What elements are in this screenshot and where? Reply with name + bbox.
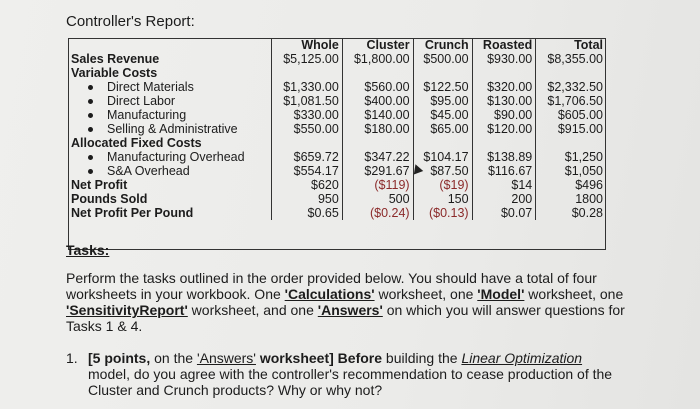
table-row	[68, 192, 606, 206]
table-cell	[342, 66, 413, 80]
table-cell: $104.17	[413, 150, 472, 164]
row-label: Sales Revenue	[71, 52, 160, 66]
row-label: Allocated Fixed Costs	[71, 136, 202, 150]
table-cell: $122.50	[413, 80, 472, 94]
question-number: 1.	[66, 350, 78, 366]
row-label	[68, 108, 272, 122]
table-cell: ($0.13)	[413, 206, 472, 220]
sensitivity-ref: 'SensitivityReport'	[66, 302, 188, 318]
table-cell: $45.00	[413, 108, 472, 122]
table-cell: $496	[536, 178, 606, 192]
table-row	[68, 136, 606, 150]
column-header: Total	[536, 38, 606, 52]
instructions-paragraph	[66, 270, 626, 334]
table-cell	[472, 136, 536, 150]
table-cell: $560.00	[342, 80, 413, 94]
table-cell	[536, 66, 606, 80]
table-cell: $930.00	[472, 52, 536, 66]
table-cell: $915.00	[536, 122, 606, 136]
table-cell	[472, 66, 536, 80]
table-cell: $95.00	[413, 94, 472, 108]
table-cell	[272, 136, 343, 150]
table-row	[68, 150, 606, 164]
table-cell: $500.00	[413, 52, 472, 66]
table-cell	[413, 66, 472, 80]
table-cell: 1800	[536, 192, 606, 206]
table-cell: 950	[272, 192, 343, 206]
table-cell: $0.07	[472, 206, 536, 220]
row-label-text: Manufacturing	[107, 108, 187, 122]
table-row	[68, 178, 606, 192]
column-header: Crunch	[413, 38, 472, 52]
row-label	[68, 164, 272, 178]
row-label-text: Manufacturing Overhead	[107, 150, 245, 164]
table-cell: $550.00	[272, 122, 343, 136]
column-header: Cluster	[342, 38, 413, 52]
model-ref: 'Model'	[477, 286, 525, 302]
table-cell: $605.00	[536, 108, 606, 122]
q1-on: on the	[150, 350, 197, 366]
para-text-1: Perform the tasks outlined in the order provided below. You should have a total of four worksheets in your workbook. One	[66, 270, 597, 302]
header-blank	[68, 38, 272, 52]
table-cell: $291.67	[342, 164, 413, 178]
table-cell: 200	[472, 192, 536, 206]
row-label: Pounds Sold	[71, 192, 148, 206]
table-cell: $1,800.00	[342, 52, 413, 66]
table-cell: $8,355.00	[536, 52, 606, 66]
table-cell: $620	[272, 178, 343, 192]
linear-optimization-ref: Linear Optimization	[461, 350, 583, 366]
page-title: Controller's Report:	[66, 13, 195, 30]
table-row	[68, 122, 606, 136]
table-cell: $0.28	[536, 206, 606, 220]
table-cell	[272, 66, 343, 80]
table-cell: $1,330.00	[272, 80, 343, 94]
table-cell	[536, 136, 606, 150]
question-points: [5 points,	[88, 350, 151, 366]
table-cell: 500	[342, 192, 413, 206]
controllers-report-table	[68, 38, 606, 220]
row-label-text: Selling & Administrative	[107, 122, 238, 136]
row-label-text: Direct Labor	[107, 94, 176, 108]
row-label	[68, 122, 272, 136]
q1-before: Before	[337, 350, 383, 366]
row-label: Net Profit	[71, 178, 128, 192]
table-row	[68, 80, 606, 94]
table-cell: 150	[413, 192, 472, 206]
row-label	[68, 94, 272, 108]
table-cell: $14	[472, 178, 536, 192]
table-row	[68, 206, 606, 220]
table-cell: ($0.24)	[342, 206, 413, 220]
bullet-icon	[88, 85, 93, 90]
q1-building: building the	[382, 350, 462, 366]
table-cell	[342, 136, 413, 150]
table-cell: $1,081.50	[272, 94, 343, 108]
tasks-heading: Tasks:	[66, 242, 110, 258]
calculations-ref: 'Calculations'	[284, 286, 375, 302]
row-label: Net Profit Per Pound	[71, 206, 194, 220]
bullet-icon	[88, 155, 93, 160]
table-cell: ($19)	[413, 178, 472, 192]
table-row	[68, 94, 606, 108]
table-row	[68, 108, 606, 122]
q1-rest: model, do you agree with the controller's recommendation to cease production of the Cluster and Crunch products? Why or why not?	[88, 366, 613, 398]
table-cell: $90.00	[472, 108, 536, 122]
q1-sheet: 'Answers'	[196, 350, 256, 366]
table-cell: $116.67	[472, 164, 536, 178]
table-cell: ($119)	[342, 178, 413, 192]
table-cell: $2,332.50	[536, 80, 606, 94]
para-text-2: worksheet, one	[374, 286, 478, 302]
table-cell: $1,706.50	[536, 94, 606, 108]
row-label	[68, 80, 272, 94]
table-cell: $554.17	[272, 164, 343, 178]
row-label-text: S&A Overhead	[107, 164, 190, 178]
table-cell: $140.00	[342, 108, 413, 122]
column-header: Whole	[272, 38, 343, 52]
table-cell: $180.00	[342, 122, 413, 136]
table-cell	[413, 136, 472, 150]
table-cell: $400.00	[342, 94, 413, 108]
table-cell: $5,125.00	[272, 52, 343, 66]
table-cell: $0.65	[272, 206, 343, 220]
table-row	[68, 52, 606, 66]
table-cell: $65.00	[413, 122, 472, 136]
row-label	[68, 150, 272, 164]
bullet-icon	[88, 127, 93, 132]
bullet-icon	[88, 99, 93, 104]
question-1	[66, 350, 626, 398]
q1-ws: worksheet]	[255, 350, 338, 366]
table-cell: $1,050	[536, 164, 606, 178]
table-cell: $320.00	[472, 80, 536, 94]
table-cell: $87.50	[413, 164, 472, 178]
para-text-4: worksheet, and one	[187, 302, 318, 318]
column-header: Roasted	[472, 38, 536, 52]
table-cell: $1,250	[536, 150, 606, 164]
table-row	[68, 164, 606, 178]
answers-ref: 'Answers'	[317, 302, 383, 318]
table-cell: $130.00	[472, 94, 536, 108]
table-cell: $138.89	[472, 150, 536, 164]
bullet-icon	[88, 169, 93, 174]
table-row	[68, 66, 606, 80]
para-text-5: on which you will answer questions for Tasks 1 & 4.	[66, 302, 625, 334]
table-cell: $330.00	[272, 108, 343, 122]
row-label: Variable Costs	[71, 66, 158, 80]
bullet-icon	[88, 113, 93, 118]
table-cell: $347.22	[342, 150, 413, 164]
table-cell: $120.00	[472, 122, 536, 136]
row-label-text: Direct Materials	[107, 80, 194, 94]
table-cell: $659.72	[272, 150, 343, 164]
para-text-3: worksheet, one	[524, 286, 624, 302]
